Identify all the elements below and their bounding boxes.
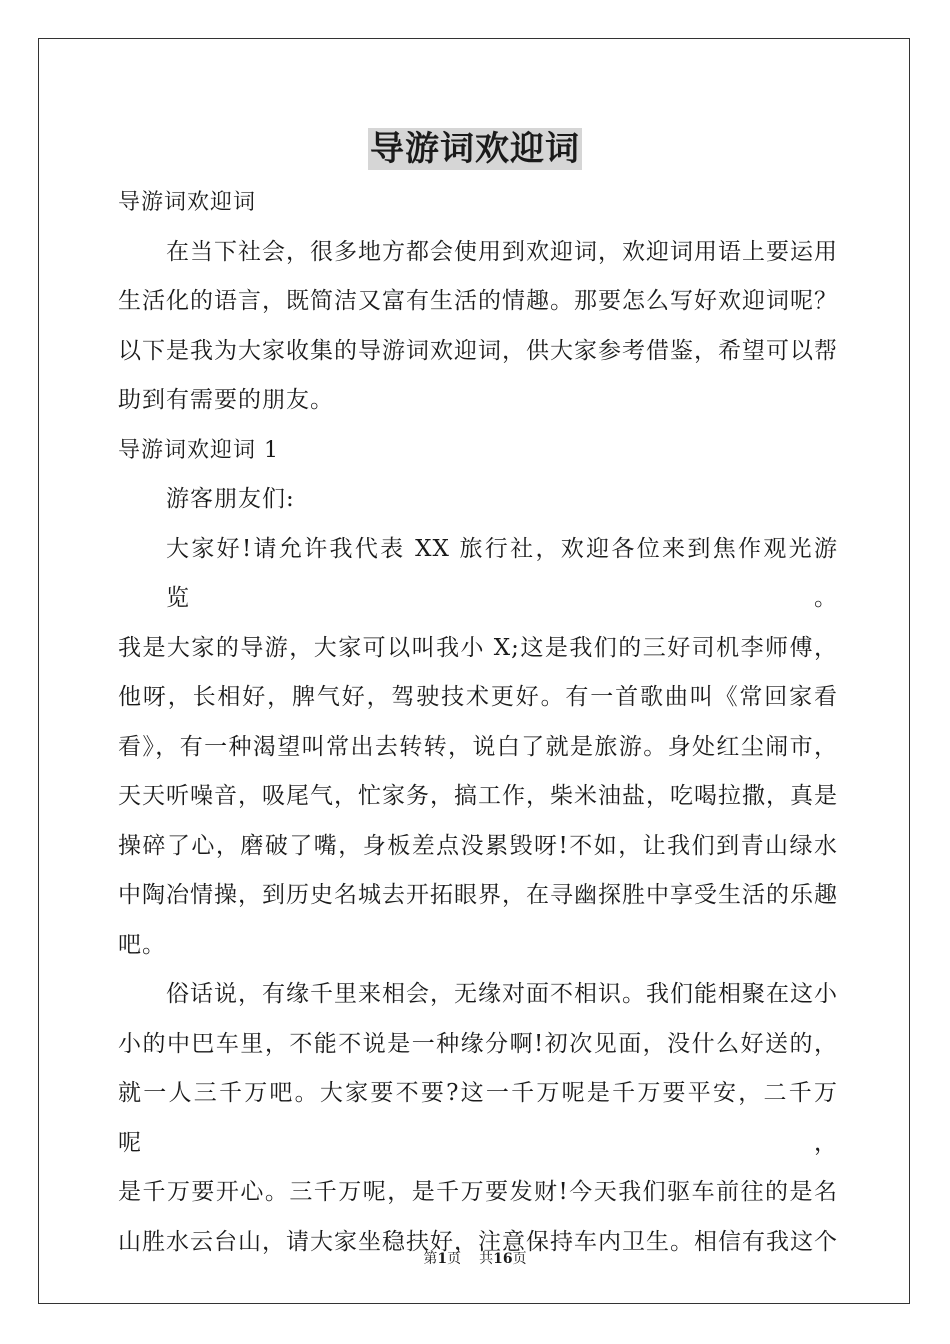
body-line: 游客朋友们:	[166, 486, 295, 512]
body-line: 山胜水云台山，请大家坐稳扶好，注意保持车内卫生。相信有我这个	[118, 1228, 838, 1255]
body-line: 生活化的语言，既简洁又富有生活的情趣。那要怎么写好欢迎词呢？	[118, 288, 838, 314]
body-line: 操碎了心，磨破了嘴，身板差点没累毁呀!不如，让我们到青山绿水	[118, 832, 838, 859]
body-line: 天天听噪音，吸尾气，忙家务，搞工作，柴米油盐，吃喝拉撒，真是	[118, 783, 838, 809]
body-line: 在当下社会，很多地方都会使用到欢迎词，欢迎词用语上要运用	[166, 238, 838, 265]
body-line: 导游词欢迎词	[118, 190, 257, 215]
body-line: 导游词欢迎词 1	[118, 437, 279, 463]
body-line: 看》，有一种渴望叫常出去转转，说白了就是旅游。身处红尘闹市，	[118, 733, 838, 760]
body-line: 就一人三千万吧。大家要不要?这一千万呢是千万要平安，二千万呢，	[118, 1080, 838, 1156]
body-line: 中陶冶情操，到历史名城去开拓眼界，在寻幽探胜中享受生活的乐趣	[118, 882, 838, 908]
page-prefix: 第	[423, 1251, 438, 1267]
body-line: 助到有需要的朋友。	[118, 387, 334, 413]
title-container	[0, 128, 950, 170]
page-footer	[0, 1248, 950, 1268]
body-line: 大家好!请允许我代表 XX 旅行社，欢迎各位来到焦作观光游览。	[166, 535, 838, 611]
body-line: 俗话说，有缘千里来相会，无缘对面不相识。我们能相聚在这小	[166, 981, 838, 1007]
body-line: 我是大家的导游，大家可以叫我小 X;这是我们的三好司机李师傅，	[118, 634, 838, 661]
page-current: 1	[437, 1251, 448, 1267]
page-suffix: 页	[447, 1251, 462, 1267]
document-title: 导游词欢迎词	[370, 129, 580, 169]
total-prefix: 共	[479, 1251, 494, 1267]
document-body	[118, 178, 838, 1267]
body-line: 吧。	[118, 931, 166, 958]
body-line: 他呀，长相好，脾气好，驾驶技术更好。有一首歌曲叫《常回家看	[118, 684, 838, 710]
total-suffix: 页	[512, 1251, 527, 1267]
body-line: 以下是我为大家收集的导游词欢迎词，供大家参考借鉴，希望可以帮	[118, 337, 838, 364]
body-line: 是千万要开心。三千万呢，是千万要发财!今天我们驱车前往的是名	[118, 1179, 838, 1205]
page-total: 16	[493, 1251, 513, 1267]
body-line: 小的中巴车里，不能不说是一种缘分啊!初次见面，没什么好送的，	[118, 1030, 838, 1057]
